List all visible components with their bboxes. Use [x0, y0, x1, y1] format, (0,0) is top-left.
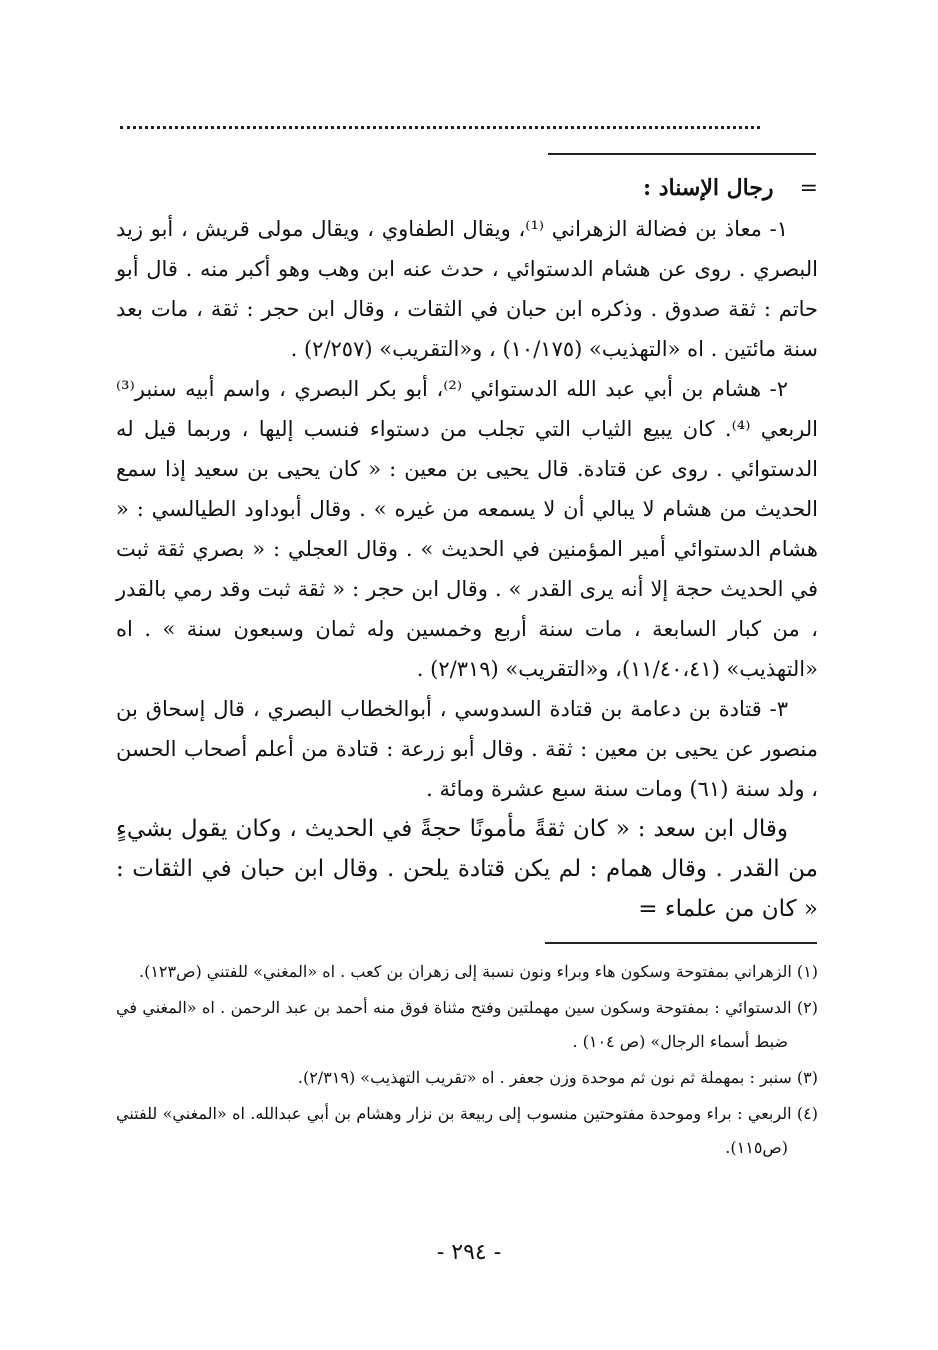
section-divider: [548, 153, 816, 155]
paragraph-narrator-2: ٢- هشام بن أبي عبد الله الدستوائي ⁽²⁾، أبو بكر البصري ، واسم أبيه سنبر⁽³⁾ الربعي ⁽⁴⁾. كان يبيع الثياب التي تجلب من دستواء فنسب إليها ، وربما قيل له الدستوائي . روى عن قتادة. قال يحيى بن معين : « كان يحيى بن سعيد إذا سمع الحديث من هشام لا يبالي أن لا يسمعه من غيره » . وقال أبوداود الطيالسي : « هشام الدستوائي أمير المؤمنين في الحديث » . وقال العجلي : « بصري ثقة ثبت في الحديث حجة إلا أنه يرى القدر » . وقال ابن حجر : « ثقة ثبت وقد رمي بالقدر ، من كبار السابعة ، مات سنة أربع وخمسين وله ثمان وسبعون سنة » . اه «التهذيب» (١١/٤٠،٤١)، و«التقريب» (٢/٣١٩) .: [116, 377, 818, 681]
footnote-divider: [545, 942, 817, 944]
main-text: [116, 168, 818, 929]
paragraph-narrator-3: ٣- قتادة بن دعامة بن قتادة السدوسي ، أبوالخطاب البصري ، قال إسحاق بن منصور عن يحيى بن معين : ثقة . وقال أبو زرعة : قتادة من أعلم أصحاب الحسن ، ولد سنة (٦١) ومات سنة سبع عشرة ومائة .: [116, 697, 818, 801]
top-dotted-divider: [120, 126, 760, 129]
page-number: - ٢٩٤ -: [436, 1240, 502, 1265]
footnote-2: (٢) الدستوائي : بمفتوحة وسكون سين مهملتين وفتح مثناة فوق منه أحمد بن عبد الرحمن . اه «المغني في ضبط أسماء الرجال» (ص ١٠٤) .: [116, 998, 818, 1051]
section-heading: [116, 168, 818, 209]
paragraph-continuation: وقال ابن سعد : « كان ثقةً مأمونًا حجةً في الحديث ، وكان يقول بشيءٍ من القدر . وقال همام : لم يكن قتادة يلحن . وقال ابن حبان في الثقات : « كان من علماء =: [116, 816, 818, 922]
footnote-4: (٤) الربعي : براء وموحدة مفتوحتين منسوب إلى ربيعة بن نزار وهشام بن أبي عبدالله. اه «المغني» للفتني (ص١١٥).: [116, 1104, 818, 1157]
footnotes: [116, 955, 818, 1167]
footnote-1: (١) الزهراني بمفتوحة وسكون هاء وبراء ونون نسبة إلى زهران بن كعب . اه «المغني» للفتني (ص١٢٣).: [138, 962, 818, 981]
continuation-marker: =: [799, 176, 818, 201]
paragraph-narrator-1: ١- معاذ بن فضالة الزهراني ⁽¹⁾، ويقال الطفاوي ، ويقال مولى قريش ، أبو زيد البصري . روى عن هشام الدستوائي ، حدث عنه ابن وهب وهو أكبر منه . قال أبو حاتم : ثقة صدوق . وذكره ابن حبان في الثقات ، وقال ابن حجر : ثقة ، مات بعد سنة مائتين . اه «التهذيب» (١٠/١٧٥) ، و«التقريب» (٢/٢٥٧) .: [116, 217, 818, 361]
footnote-3: (٣) سنبر : بمهملة ثم نون ثم موحدة وزن جعفر . اه «تقريب التهذيب» (٢/٣١٩).: [297, 1068, 818, 1087]
section-title: رجال الإسناد :: [642, 175, 774, 201]
